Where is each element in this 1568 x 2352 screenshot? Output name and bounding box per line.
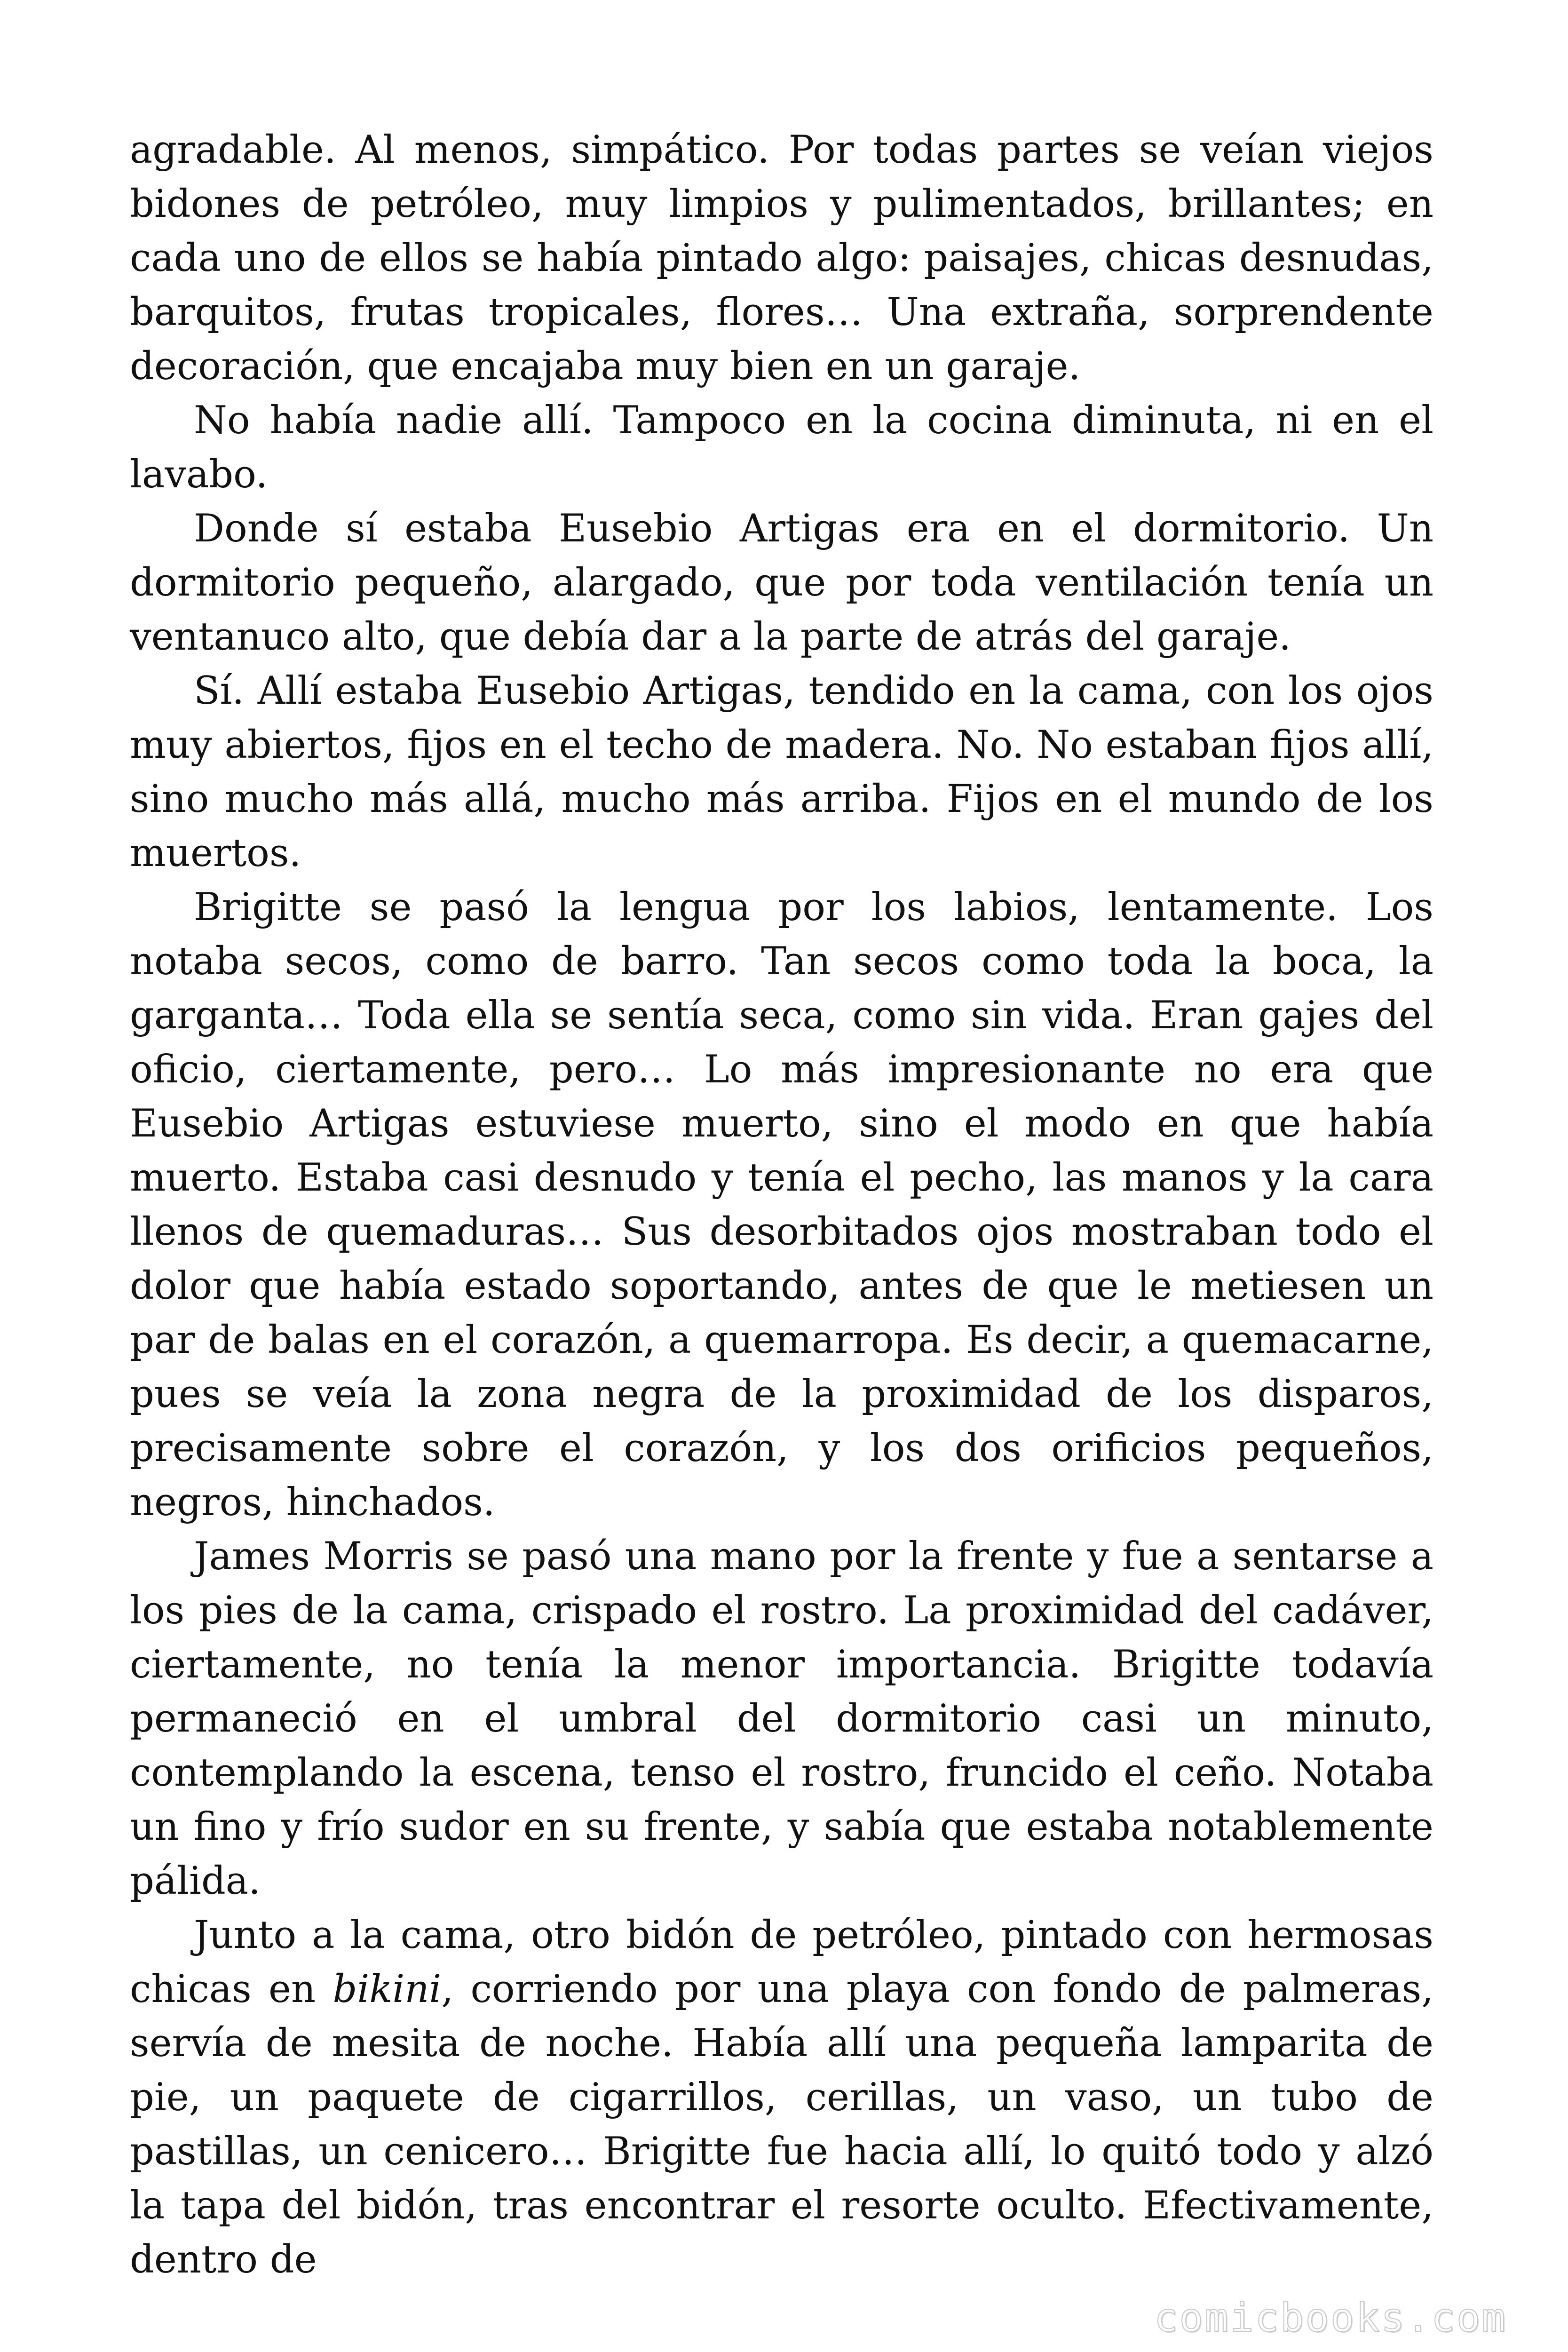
paragraph-7 (130, 1908, 1433, 2287)
paragraph-3: Donde sí estaba Eusebio Artigas era en el dormitorio. Un dormitorio pequeño, alargado, que por toda ventilación tenía un ventanuco alto, que debía dar a la parte de atrás del garaje. (130, 507, 1433, 659)
watermark: comicbooks.com (1154, 2295, 1507, 2341)
paragraph-6: James Morris se pasó una mano por la frente y fue a sentarse a los pies de la cama, crispado el rostro. La proximidad del cadáver, ciertamente, no tenía la menor importancia. Brigitte todavía permaneció en el umbral del dormitorio casi un minuto, contemplando la escena, tenso el rostro, fruncido el ceño. Notaba un fino y frío sudor en su frente, y sabía que estaba notablemente pálida. (130, 1534, 1433, 1903)
paragraph-7-start: Junto a la cama, otro bidón de petróleo, pintado con hermosas chicas en (130, 1913, 1433, 2011)
paragraph-4: Sí. Allí estaba Eusebio Artigas, tendido en la cama, con los ojos muy abiertos, fijos en el techo de madera. No. No estaban fijos allí, sino mucho más allá, mucho más arriba. Fijos en el mundo de los muertos. (130, 669, 1433, 875)
page-body (130, 123, 1433, 2287)
paragraph-5: Brigitte se pasó la lengua por los labios, lentamente. Los notaba secos, como de barro. Tan secos como toda la boca, la garganta… Toda ella se sentía seca, como sin vida. Eran gajes del oficio, ciertamente, pero… Lo más impresionante no era que Eusebio Artigas estuviese muerto, sino el modo en que había muerto. Estaba casi desnudo y tenía el pecho, las manos y la cara llenos de quemaduras… Sus desorbitados ojos mostraban todo el dolor que había estado soportando, antes de que le metiesen un par de balas en el corazón, a quemarropa. Es decir, a quemacarne, pues se veía la zona negra de la proximidad de los disparos, precisamente sobre el corazón, y los dos orificios pequeños, negros, hinchados. (130, 885, 1433, 1525)
paragraph-2: No había nadie allí. Tampoco en la cocina diminuta, ni en el lavabo. (130, 398, 1433, 497)
paragraph-1: agradable. Al menos, simpático. Por todas partes se veían viejos bidones de petróleo, muy limpios y pulimentados, brillantes; en cada uno de ellos se había pintado algo: paisajes, chicas desnudas, barquitos, frutas tropicales, flores… Una extraña, sorprendente decoración, que encajaba muy bien en un garaje. (130, 128, 1433, 389)
emphasis-bikini: bikini (333, 1967, 442, 2011)
paragraph-7-end: , corriendo por una playa con fondo de palmeras, servía de mesita de noche. Había allí una pequeña lamparita de pie, un paquete de cigarrillos, cerillas, un vaso, un tubo de pastillas, un cenicero… Brigitte fue hacia allí, lo quitó todo y alzó la tapa del bidón, tras encontrar el resorte oculto. Efectivamente, dentro de (130, 1967, 1433, 2282)
